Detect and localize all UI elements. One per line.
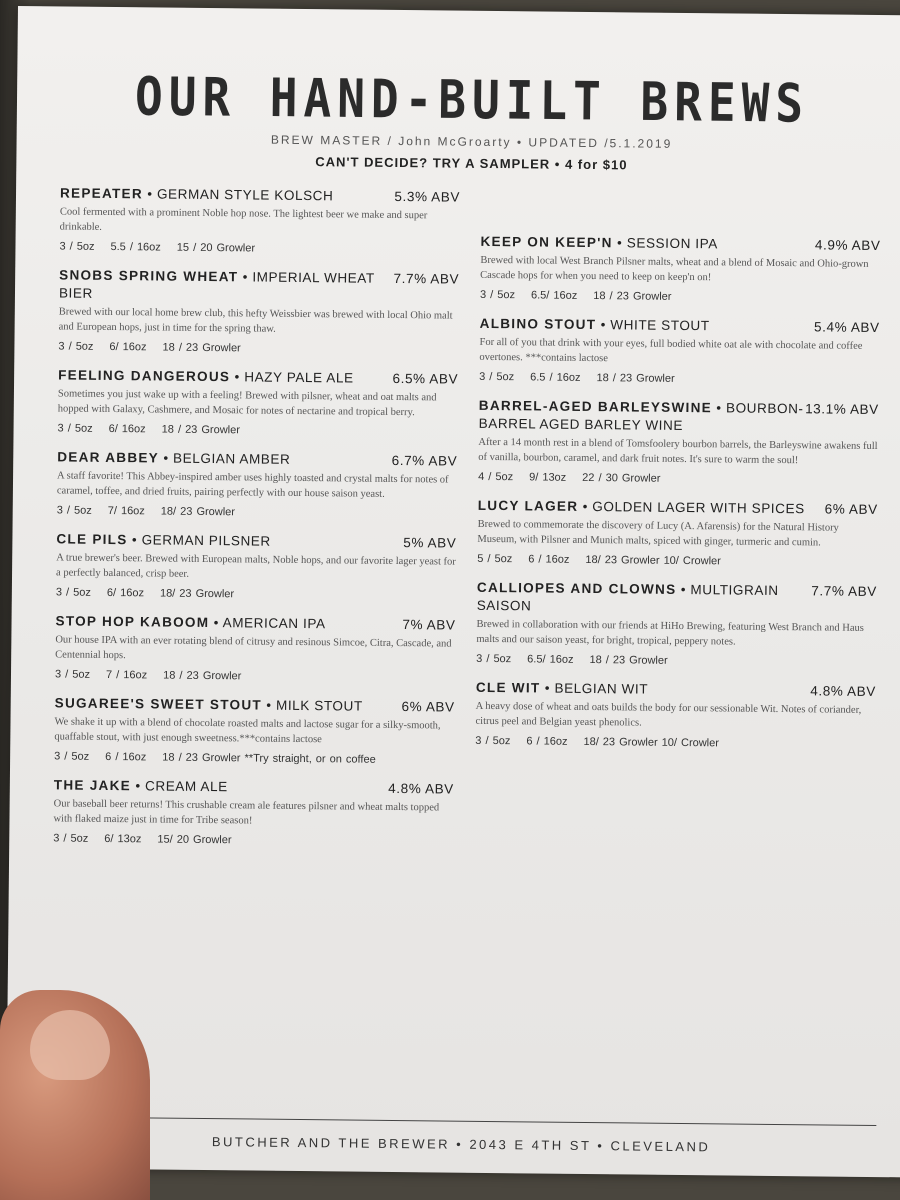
beer-item	[479, 315, 880, 387]
beer-heading	[54, 776, 454, 798]
bullet-separator: •	[578, 498, 593, 515]
thumb-nail	[30, 1010, 110, 1080]
beer-name: SUGAREE'S SWEET STOUT	[54, 695, 263, 713]
beer-style: AMERICAN IPA	[222, 615, 326, 632]
beer-heading	[56, 530, 456, 552]
beer-name: THE JAKE	[53, 777, 132, 794]
bullet-separator: •	[158, 450, 174, 466]
right-beer-column	[475, 233, 881, 765]
beer-prices	[57, 504, 457, 520]
price-tier: 6/ 16oz	[108, 422, 146, 436]
beer-abv: 6% ABV	[401, 699, 455, 715]
beer-description: A staff favorite! This Abbey-inspired amber uses highly toasted and crystal malts for notes of caramel, toffee, and dried fruits, pairing perfectly with our house saison yeast.	[56, 470, 449, 500]
beer-abv: 4.8% ABV	[388, 780, 454, 797]
price-tier: 18 / 23 Growler **Try straight, or on coffee	[162, 751, 376, 766]
beer-abv: 4.9% ABV	[814, 237, 881, 254]
beer-heading	[478, 497, 878, 519]
beer-prices	[480, 289, 880, 305]
price-tier: 6 / 16oz	[526, 735, 568, 748]
beer-heading	[476, 679, 876, 701]
beer-item	[477, 497, 878, 569]
beer-heading	[480, 315, 880, 337]
price-tier: 3 / 5oz	[54, 668, 91, 681]
price-tier: 18 / 23 Growler	[596, 372, 675, 385]
bullet-separator: •	[612, 235, 627, 251]
beer-prices	[58, 422, 458, 438]
beer-prices	[54, 750, 454, 766]
price-tier: 18 / 23 Growler	[162, 341, 241, 355]
beer-heading	[55, 612, 455, 634]
beer-prices	[479, 371, 879, 387]
price-tier: 6.5/ 16oz	[527, 653, 574, 666]
price-tier: 5.5 / 16oz	[110, 240, 161, 254]
price-tier: 18 / 23 Growler	[161, 423, 240, 437]
price-tier: 3 / 5oz	[479, 370, 515, 384]
beer-item	[53, 776, 454, 848]
price-tier: 18/ 23 Growler	[159, 587, 235, 601]
beer-description: Brewed with local West Branch Pilsner malts, wheat and a blend of Mosaic and Ohio-grown Cascade hops for when you need to keep on keep'n on!	[480, 254, 869, 284]
beer-description: A heavy dose of wheat and oats builds the body for our sessionable Wit. Notes of coriander, citrus peel and Belgian yeast phenolics.	[475, 700, 862, 729]
beer-name: REPEATER	[59, 185, 144, 202]
beer-description: After a 14 month rest in a blend of Tomsfoolery bourbon barrels, the Barleyswine awakens full of vanilla, bourbon, caramel, and dark fruit notes. It's sure to warm the soul!	[478, 436, 878, 467]
beer-style: MULTIGRAIN SAISON	[476, 582, 779, 614]
beer-style: CREAM ALE	[144, 778, 228, 795]
beer-item	[57, 448, 458, 520]
bullet-separator: •	[540, 680, 555, 696]
brew-master-line: BREW MASTER / John McGroarty • UPDATED /5.1.2019	[270, 132, 673, 151]
beer-item	[478, 397, 879, 487]
beer-abv: 5% ABV	[403, 535, 457, 551]
bullet-separator: •	[711, 400, 727, 416]
price-tier: 6.5 / 16oz	[530, 371, 581, 384]
beer-name: ALBINO STOUT	[479, 315, 597, 333]
beer-heading	[60, 184, 460, 206]
beer-abv: 6.5% ABV	[392, 370, 459, 387]
beer-prices	[476, 653, 876, 669]
beer-abv: 13.1% ABV	[805, 401, 879, 418]
beer-prices	[55, 668, 455, 684]
beer-item	[58, 266, 459, 356]
price-tier: 3 / 5oz	[56, 504, 92, 517]
beer-description: Brewed with our local home brew club, this hefty Weissbier was brewed with local Ohio malt and European hops, just in time for the spring thaw.	[58, 306, 453, 335]
beer-name: CLE WIT	[475, 679, 541, 696]
beer-item	[54, 694, 455, 766]
bullet-separator: •	[238, 269, 253, 285]
beer-name: SNOBS SPRING WHEAT	[59, 267, 239, 285]
beer-abv: 6.7% ABV	[391, 452, 458, 469]
bullet-separator: •	[209, 615, 223, 631]
beer-prices	[59, 240, 459, 256]
beer-prices	[475, 735, 875, 751]
beer-heading	[58, 366, 458, 388]
price-tier: 4 / 5oz	[478, 470, 514, 484]
beer-name: CALLIOPES AND CLOWNS	[476, 579, 677, 597]
left-beer-column	[53, 184, 460, 862]
price-tier: 3 / 5oz	[58, 340, 94, 353]
beer-style: GERMAN PILSNER	[141, 532, 271, 549]
bullet-separator: •	[127, 532, 142, 548]
beer-heading	[480, 233, 880, 255]
beer-style: SESSION IPA	[626, 235, 719, 252]
beer-prices	[58, 340, 458, 356]
price-tier: 6/ 16oz	[106, 586, 145, 600]
beer-prices	[56, 586, 456, 602]
price-tier: 7 / 16oz	[105, 668, 148, 682]
beer-abv: 5.3% ABV	[394, 188, 461, 205]
price-tier: 6 / 16oz	[105, 750, 147, 764]
price-tier: 3 / 5oz	[54, 750, 90, 763]
price-tier: 18 / 23 Growler	[589, 654, 668, 667]
beer-item	[58, 366, 459, 438]
beer-description: A true brewer's beer. Brewed with European malts, Noble hops, and our favorite lager yeast for a perfectly balanced, crisp beer.	[56, 552, 456, 580]
beer-item	[59, 184, 460, 256]
footer-divider	[56, 1116, 876, 1126]
price-tier: 3 / 5oz	[59, 240, 95, 253]
beer-description: For all of you that drink with your eyes, full bodied white oat ale with chocolate and coffee overtones. ***contains lactose	[479, 336, 863, 365]
beer-name: BARREL-AGED BARLEYSWINE	[478, 397, 713, 416]
beer-item	[56, 530, 457, 602]
beer-style: HAZY PALE ALE	[244, 369, 354, 386]
page-title: OUR HAND-BUILT BREWS	[134, 65, 810, 135]
price-tier: 15/ 20 Growler	[157, 833, 232, 847]
price-tier: 18/ 23 Growler 10/ Crowler	[583, 735, 720, 750]
beer-abv: 6% ABV	[824, 501, 878, 518]
bullet-separator: •	[676, 581, 691, 598]
price-tier: 3 / 5oz	[475, 734, 511, 748]
beer-item	[480, 233, 881, 305]
beer-prices	[53, 832, 453, 848]
beer-description: Our house IPA with an ever rotating blend of citrusy and resinous Simcoe, Citra, Cascade, and Centennial hops.	[55, 634, 452, 662]
beer-description: Sometimes you just wake up with a feeling! Brewed with pilsner, wheat and oat malts and hopped with Galaxy, Cashmere, and Mosaic for notes of nectarine and tropical berry.	[57, 388, 437, 419]
footer-address: BUTCHER AND THE BREWER • 2043 E 4TH ST • CLEVELAND	[211, 1134, 711, 1155]
beer-abv: 5.4% ABV	[814, 319, 880, 336]
beer-style: GERMAN STYLE KOLSCH	[156, 186, 334, 204]
price-tier: 6.5/ 16oz	[530, 289, 578, 302]
beer-heading	[479, 397, 879, 437]
bullet-separator: •	[130, 778, 146, 794]
beer-heading	[477, 579, 877, 619]
beer-description: We shake it up with a blend of chocolate roasted malts and lactose sugar for a silky-smooth, quaffable stout, with just enough sweetness.***contains lactose	[54, 716, 441, 746]
beer-name: CLE PILS	[56, 531, 128, 548]
price-tier: 18 / 23 Growler	[593, 290, 672, 303]
beer-item	[55, 612, 456, 684]
beer-style: MILK STOUT	[275, 697, 363, 714]
price-tier: 6 / 16oz	[528, 553, 570, 566]
beer-item	[476, 579, 877, 669]
beer-style: WHITE STOUT	[610, 317, 710, 334]
beer-style: BELGIAN WIT	[554, 680, 649, 697]
price-tier: 3 / 5oz	[479, 288, 516, 302]
beer-name: DEAR ABBEY	[57, 449, 160, 466]
bullet-separator: •	[261, 697, 277, 713]
price-tier: 5 / 5oz	[477, 552, 513, 566]
price-tier: 18/ 23 Growler	[160, 505, 236, 519]
beer-name: LUCY LAGER	[477, 497, 579, 514]
menu-page	[6, 6, 900, 1177]
beer-abv: 7% ABV	[402, 617, 456, 633]
beer-heading	[57, 448, 457, 470]
price-tier: 15 / 20 Growler	[176, 241, 256, 255]
beer-description: Cool fermented with a prominent Noble hop nose. The lightest beer we make and super drinkable.	[59, 206, 428, 233]
beer-style: IMPERIAL WHEAT BIER	[58, 269, 375, 301]
price-tier: 6/ 16oz	[109, 340, 147, 354]
beer-abv: 4.8% ABV	[810, 683, 876, 700]
price-tier: 9/ 13oz	[529, 471, 567, 484]
beer-style: BOURBON-BARREL AGED BARLEY WINE	[478, 400, 804, 433]
price-tier: 18/ 23 Growler 10/ Crowler	[585, 553, 721, 568]
beer-description: Our baseball beer returns! This crushable cream ale features pilsner and wheat malts topped with flaked maize just in time for Tribe season!	[53, 798, 440, 827]
beer-heading	[59, 266, 459, 306]
sampler-offer: CAN'T DECIDE? TRY A SAMPLER • 4 for $10	[315, 154, 628, 173]
bullet-separator: •	[230, 369, 245, 385]
beer-name: STOP HOP KABOOM	[55, 613, 210, 631]
beer-abv: 7.7% ABV	[393, 270, 460, 287]
price-tier: 18 / 23 Growler	[163, 669, 242, 683]
price-tier: 3 / 5oz	[476, 652, 512, 666]
bullet-separator: •	[142, 186, 158, 202]
beer-style: GOLDEN LAGER WITH SPICES	[592, 499, 805, 517]
price-tier: 22 / 30 Growler	[582, 471, 661, 485]
beer-name: FEELING DANGEROUS	[58, 367, 231, 385]
beer-item	[475, 679, 876, 751]
beer-style: BELGIAN AMBER	[172, 450, 291, 467]
beer-abv: 7.7% ABV	[811, 583, 877, 600]
price-tier: 3 / 5oz	[53, 832, 89, 845]
price-tier: 3 / 5oz	[57, 422, 93, 435]
price-tier: 6/ 13oz	[104, 832, 142, 846]
bullet-separator: •	[596, 317, 611, 333]
price-tier: 3 / 5oz	[55, 586, 91, 599]
beer-heading	[55, 694, 455, 716]
beer-name: KEEP ON KEEP'N	[480, 233, 613, 251]
beer-description: Brewed to commemorate the discovery of Lucy (A. Afarensis) for the Natural History Museum, with Pilsner and Munich malts, spiced with ginger, turmeric and cumin.	[477, 518, 839, 549]
beer-prices	[478, 471, 878, 487]
price-tier: 7/ 16oz	[107, 504, 145, 518]
beer-prices	[477, 553, 877, 569]
beer-description: Brewed in collaboration with our friends at HiHo Brewing, featuring West Branch and Haus malts and our saison yeast, for bright, tropical, peppery notes.	[476, 618, 864, 648]
